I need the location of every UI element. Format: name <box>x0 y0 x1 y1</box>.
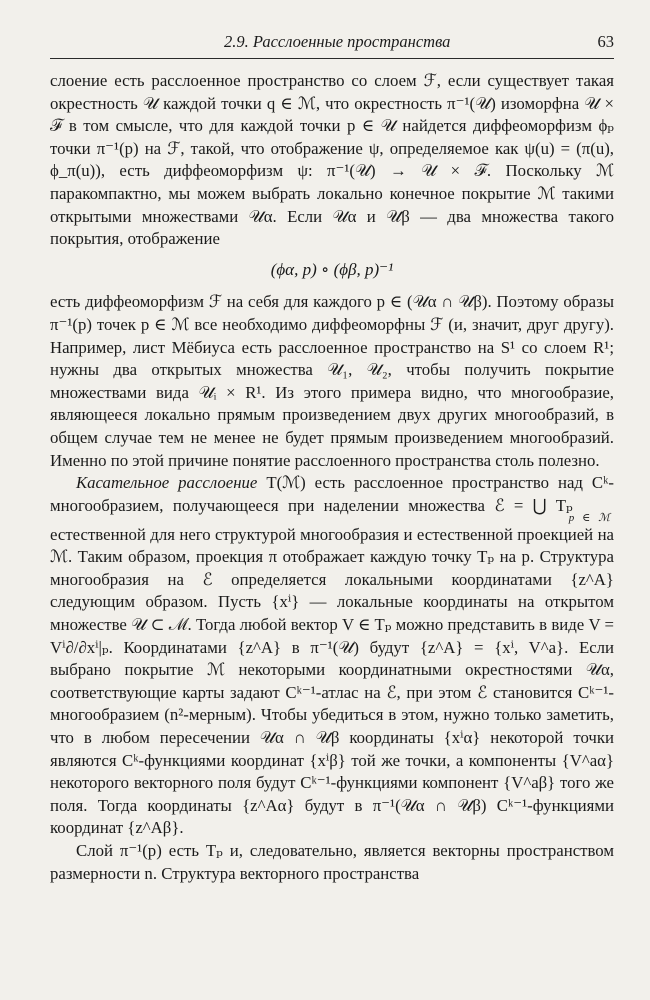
paragraph-1: слоение есть расслоенное пространство со слоем ℱ, если существует такая окрестность 𝒰 каждой точки q ∈ ℳ, что окрестность π⁻¹(𝒰) изоморфна 𝒰 × ℱ в том смысле, что для каждой точки p ∈ 𝒰 найдется диффеоморфизм ϕₚ точки π⁻¹(p) на ℱ, такой, что отображение ψ, определяемое как ψ(u) = (π(u), ϕ_π(u)), есть диффеоморфизм ψ: π⁻¹(𝒰) → 𝒰 × ℱ. Поскольку ℳ паракомпактно, мы можем выбрать локально конечное покрытие ℳ такими открытыми множествами 𝒰α. Если 𝒰α и 𝒰β — два множества такого покрытия, отображение <box>50 71 614 249</box>
page-body <box>50 70 614 885</box>
paragraph-3 <box>50 472 614 840</box>
union-subscript: p ∈ ℳ <box>568 512 610 525</box>
paragraph-4: Слой π⁻¹(p) есть Tₚ и, следовательно, является векторны пространством размерности n. Структура векторного пространства <box>50 840 614 883</box>
term-tangent-bundle: Касательное расслоение <box>76 473 258 493</box>
display-formula: (ϕα, p) ∘ (ϕβ, p)⁻¹ <box>270 259 394 279</box>
running-head <box>50 28 614 59</box>
running-title: 2.9. Расслоенные пространства <box>224 32 451 51</box>
paragraph-3-part-b: естественной для него структурой многообразия и естественной проекцией на ℳ. Таким образом, проекция π отображает каждую точку Tₚ на p. Структура многообразия на ℰ определяется локальными координатами {z^A} следующим образом. Пусть {xⁱ} — локальные координаты на открытом множестве 𝒰 ⊂ ℳ. Тогда любой вектор V ∈ Tₚ можно представить в виде V = Vⁱ∂/∂xⁱ|ₚ. Координатами {z^A} в π⁻¹(𝒰) будут {z^A} = {xⁱ, V^a}. Если выбрано покрытие ℳ некоторыми координатными окрестностями 𝒰α, соответствующие карты задают Cᵏ⁻¹-атлас на ℰ, при этом ℰ становится Cᵏ⁻¹-многообразием (n²-мерным). Чтобы убедиться в этом, нужно только заметить, что в любом пересечении 𝒰α ∩ 𝒰β координаты {xⁱα} некоторой точки являются Cᵏ-функциями координат {xⁱβ} той же точки, а компоненты {V^aα} некоторого векторного поля будут Cᵏ⁻¹-функциями компонент {V^aβ} того же поля. Тогда координаты {z^Aα} будут в π⁻¹(𝒰α ∩ 𝒰β) Cᵏ⁻¹-функциями координат {z^Aβ}. <box>50 524 614 838</box>
union-expression: ℰ = ⋃ Tₚ <box>494 495 573 515</box>
paragraph-2: есть диффеоморфизм ℱ на себя для каждого p ∈ (𝒰α ∩ 𝒰β). Поэтому образы π⁻¹(p) точек p ∈ ℳ все необходимо диффеоморфны ℱ (и, значит, друг другу). Например, лист Мёбиуса есть расслоенное пространство на S¹ со слоем R¹; нужны два открытых множества 𝒰₁, 𝒰₂, чтобы получить покрытие множествами вида 𝒰ᵢ × R¹. Из этого примера видно, что многообразие, являющееся локально прямым произведением двух других многообразий, в общем случае тем не менее не будет прямым произведением многообразий. Именно по этой причине понятие расслоенного пространства столь полезно. <box>50 292 614 470</box>
paragraph-3-part-a: T(ℳ) есть расслоенное пространство над Cᵏ-многообразием, получающееся при наделении множества <box>50 473 614 515</box>
page-number: 63 <box>597 32 614 51</box>
